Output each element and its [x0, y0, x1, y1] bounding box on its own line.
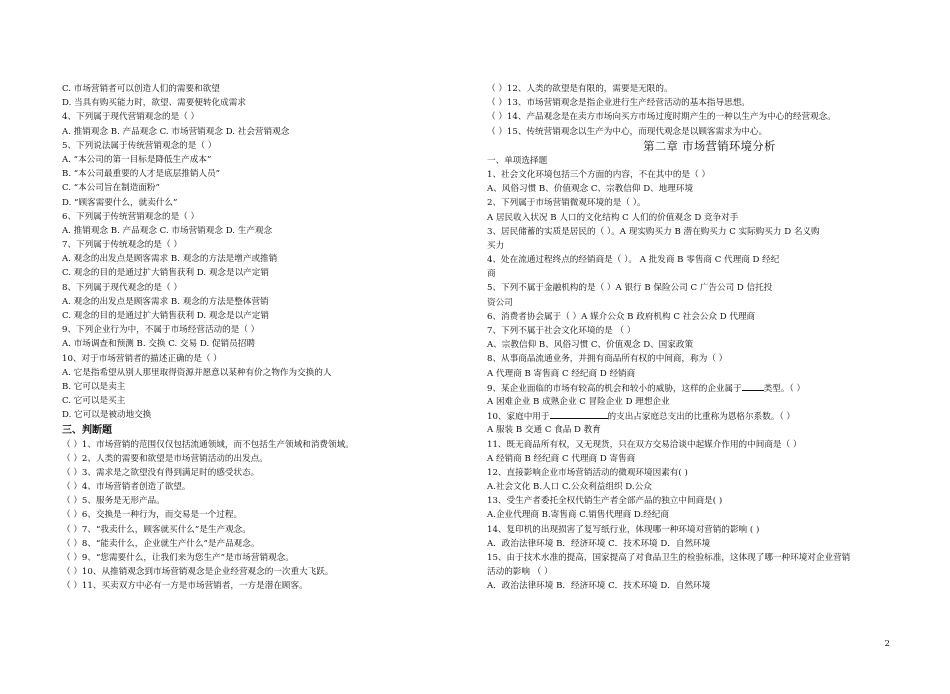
text-line: 10、对于市场营销者的描述正确的是（ ）: [62, 353, 222, 364]
text-line: 8、从事商品流通业务，并拥有商品所有权的中间商，称为（ ）: [487, 354, 728, 365]
text-line: A. 市场调查和预测 B. 交换 C. 交易 D. 促销员招聘: [62, 339, 255, 350]
right-question-block: [487, 154, 892, 594]
text-line: A. 观念的出发点是顾客需求 B. 观念的方法是整体营销: [62, 296, 269, 307]
right-column: [487, 82, 892, 594]
text-line: 14、复印机的出现损害了复写纸行业，体现哪一种环境对营销的影响 ( ): [487, 524, 760, 535]
text-line: 4、下列属于现代营销观念的是（ ）: [62, 112, 200, 123]
text-line: （ ）11、买卖双方中必有一方是市场营销者，一方是潜在顾客。: [62, 581, 308, 592]
right-judgment-block: [487, 82, 892, 139]
text-line: （ ）9、“您需要什么，让我们来为您生产”是市场营销观念。: [62, 553, 294, 563]
text-line: （ ）15、传统营销观念以生产为中心，而现代观念是以顾客需求为中心。: [487, 126, 768, 137]
text-line: A 经销商 B 经纪商 C 代理商 D 寄售商: [487, 453, 636, 464]
fill-in-blank: [742, 381, 764, 391]
text-line: 5、下列不属于金融机构的是（ ）A 银行 B 保险公司 C 广告公司 D 信托投: [487, 283, 773, 294]
text-line: A.社会文化 B.人口 C.公众利益组织 D.公众: [487, 482, 652, 493]
text-line: （ ）2、人类的需要和欲望是市场营销活动的出发点。: [62, 453, 268, 464]
text-line: 1、社会文化环境包括三个方面的内容，不在其中的是（ ）: [487, 169, 711, 180]
text-line: （ ）12、人类的欲望是有限的，需要是无限的。: [487, 84, 673, 94]
text-line: C. 它可以是买主: [62, 396, 126, 407]
text-line: A. 推销观念 B. 产品观念 C. 市场营销观念 D. 社会营销观念: [62, 126, 290, 137]
chapter-title: 第二章 市场营销环境分析: [643, 139, 776, 153]
text-line: A．政治法律环境 B．经济环境 C．技术环境 D．自然环境: [487, 581, 711, 592]
text-line: （ ）1、市场营销的范围仅仅包括流通领域，而不包括生产领域和消费领域。: [62, 439, 354, 450]
text-line: 6、消费者协会属于（ ）A 媒介公众 B 政府机构 C 社会公众 D 代理商: [487, 311, 756, 322]
text-line: A 困难企业 B 成熟企业 C 冒险企业 D 理想企业: [487, 396, 670, 407]
text-line: C. 观念的目的是通过扩大销售获利 D. 观念是以产定销: [62, 268, 269, 279]
text-line: A 居民收入状况 B 人口的文化结构 C 人们的价值观念 D 竞争对手: [487, 212, 739, 223]
text-line: 12、直接影响企业市场营销活动的微观环境因素有( ): [487, 467, 688, 478]
section-heading-judgment: 三、判断题: [62, 424, 112, 436]
left-question-block: [62, 82, 460, 423]
left-column: [62, 82, 460, 594]
text-line: （ ）14、产品观念是在卖方市场向买方市场过度时期产生的一种以生产为中心的经营观念。: [487, 112, 836, 123]
text-line: 3、居民储蓄的实质是居民的（ ）。A 现实购买力 B 潜在购买力 C 实际购买力 D 名义购: [487, 226, 820, 237]
fill-in-blank: [550, 409, 608, 419]
text-line: 6、下列属于传统营销观念的是（ ）: [62, 211, 200, 222]
text-line: D. 它可以是被动地交换: [62, 410, 152, 421]
text-line: 8、下列属于现代观念的是（ ）: [62, 282, 182, 293]
text-line: 11、既无商品所有权，又无现货，只在双方交易洽谈中起媒介作用的中间商是（ ）: [487, 439, 802, 450]
text-line: A. 它是指希望从别人那里取得资源并愿意以某种有价之物作为交换的人: [62, 367, 332, 378]
text-line: 9、某企业面临的市场有较高的机会和较小的威胁，这样的企业属于 类型。（ ）: [487, 381, 892, 395]
text-line: （ ）10、从推销观念到市场营销观念是企业经营观念的一次重大飞跃。: [62, 567, 334, 578]
text-line: （ ）8、“能卖什么，企业就生产什么”是产品观念。: [62, 538, 260, 549]
text-line: A、宗教信仰 B、风俗习惯 C、价值观念 D、国家政策: [487, 340, 694, 351]
text-line: 15、由于技术水准的提高，国家提高了对食品卫生的检验标准，这体现了哪一种环境对企业营销: [487, 553, 851, 563]
text-line: （ ）4、市场营销者创造了欲望。: [62, 482, 191, 493]
text-line: A．政治法律环境 B．经济环境 C．技术环境 D．自然环境: [487, 538, 711, 549]
text-line: 买力: [487, 240, 505, 251]
text-line: 7、下列属于传统观念的是（ ）: [62, 240, 182, 251]
text-line: （ ）7、“我卖什么，顾客就买什么”是生产观念。: [62, 524, 251, 535]
text-line: 7、下列不属于社会文化环境的是 （ ）: [487, 326, 636, 336]
text-line: A.企业代理商 B.寄售商 C.销售代理商 D.经纪商: [487, 510, 669, 521]
text-line: C. 市场营销者可以创造人们的需要和欲望: [62, 84, 220, 94]
text-line: A 代理商 B 寄售商 C 经纪商 D 经销商: [487, 368, 636, 379]
page-number: 2: [884, 639, 890, 649]
text-line: D. “顾客需要什么，就卖什么”: [62, 197, 178, 208]
text-line: （ ）5、服务是无形产品。: [62, 496, 165, 507]
text-line: 10、家庭中用于 的支出占家庭总支出的比重称为恩格尔系数。（ ）: [487, 409, 892, 423]
text-line: A. 观念的出发点是顾客需求 B. 观念的方法是增产或推销: [62, 254, 278, 265]
text-line: 4、处在流通过程终点的经销商是（ ）。 A 批发商 B 零售商 C 代理商 D 经纪: [487, 255, 780, 266]
text-line: 一、单项选择题: [487, 155, 548, 166]
text-line: 9、下列企业行为中，不属于市场经营活动的是（ ）: [62, 325, 260, 336]
text-line: A 服装 B 交通 C 食品 D 教育: [487, 425, 601, 436]
text-line: （ ）3、需求是之欲望没有得到满足时的感受状态。: [62, 467, 260, 478]
text-line: A、风俗习惯 B、价值观念 C、宗教信仰 D、地理环境: [487, 184, 694, 195]
text-line: 13、受生产者委托全权代销生产者全部产品的独立中间商是( ): [487, 496, 723, 507]
text-line: （ ）13、市场营销观念是指企业进行生产经营活动的基本指导思想。: [487, 98, 750, 109]
text-line: 活动的影响 （ ）: [487, 567, 553, 578]
text-line: 2、下列属于市场营销微观环境的是（ ）。: [487, 198, 646, 209]
text-line: A. 推销观念 B. 产品观念 C. 市场营销观念 D. 生产观念: [62, 225, 273, 236]
text-line: A. “本公司的第一目标是降低生产成本”: [62, 154, 212, 165]
text-line: 5、下列说法属于传统营销观念的是（ ）: [62, 140, 217, 151]
text-line: （ ）6、交换是一种行为，而交易是一个过程。: [62, 510, 243, 521]
text-line: C. “本公司旨在制造面粉”: [62, 183, 160, 194]
text-line: C. 观念的目的是通过扩大销售获利 D. 观念是以产定销: [62, 311, 269, 321]
text-line: B. “本公司最重要的人才是底层推销人员”: [62, 169, 221, 180]
text-line: 资公司: [487, 297, 513, 308]
text-line: D. 当具有购买能力时，欲望、需要便转化成需求: [62, 98, 246, 109]
text-line: B. 它可以是卖主: [62, 381, 126, 392]
text-line: 商: [487, 269, 496, 280]
left-judgment-block: [62, 438, 460, 594]
